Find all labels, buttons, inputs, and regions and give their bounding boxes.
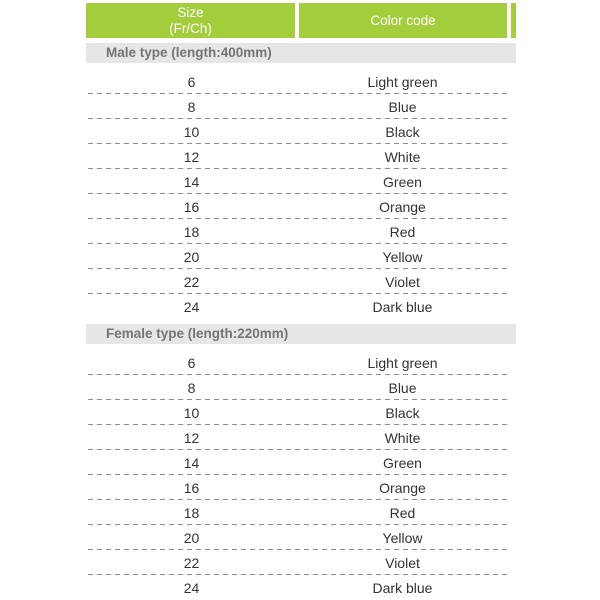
table-row [86, 425, 516, 450]
header-cell-color-code [299, 3, 507, 38]
header-clipped-column-sliver [511, 3, 516, 38]
table-row [86, 525, 516, 550]
color-cell: Dark blue [372, 579, 433, 596]
table-row [86, 575, 516, 600]
section-title-bar: Male type (length:400mm) [86, 43, 516, 63]
color-cell: Yellow [382, 529, 423, 546]
size-cell: 12 [183, 429, 200, 446]
size-cell: 6 [187, 354, 196, 371]
size-cell: 20 [183, 248, 200, 265]
color-cell: Light green [367, 354, 438, 371]
header-size-line2: (Fr/Ch) [169, 20, 212, 36]
table-row [86, 119, 516, 144]
color-cell: Violet [385, 554, 420, 571]
table-row [86, 194, 516, 219]
table-section [86, 43, 516, 319]
color-cell: Orange [379, 479, 426, 496]
section-rows [86, 63, 516, 319]
table-row [86, 375, 516, 400]
color-cell: Blue [388, 379, 417, 396]
color-cell: Red [389, 223, 416, 240]
size-cell: 16 [183, 479, 200, 496]
size-cell: 18 [183, 223, 200, 240]
table-sections [86, 43, 516, 600]
size-cell: 22 [183, 273, 200, 290]
header-cell-size [86, 3, 295, 38]
table-row [86, 269, 516, 294]
table-header-row [86, 3, 516, 38]
table-row [86, 500, 516, 525]
section-rows [86, 344, 516, 600]
color-cell: Blue [388, 98, 417, 115]
table-row [86, 294, 516, 319]
size-color-table [86, 3, 516, 600]
color-cell: Orange [379, 198, 426, 215]
table-row [86, 69, 516, 94]
color-cell: Green [383, 454, 422, 471]
color-cell: White [384, 429, 421, 446]
color-cell: Light green [367, 73, 438, 90]
color-cell: Red [389, 504, 416, 521]
size-cell: 14 [183, 454, 200, 471]
size-cell: 6 [187, 73, 196, 90]
size-cell: 10 [183, 123, 200, 140]
table-row [86, 450, 516, 475]
header-color-label: Color code [370, 12, 436, 28]
size-cell: 14 [183, 173, 200, 190]
color-cell: Yellow [382, 248, 423, 265]
size-cell: 24 [183, 298, 200, 315]
size-cell: 24 [183, 579, 200, 596]
color-cell: Green [383, 173, 422, 190]
header-size-line1: Size [177, 4, 204, 20]
size-cell: 8 [187, 98, 196, 115]
size-cell: 22 [183, 554, 200, 571]
table-row [86, 94, 516, 119]
table-row [86, 219, 516, 244]
table-row [86, 475, 516, 500]
size-cell: 12 [183, 148, 200, 165]
color-cell: Dark blue [372, 298, 433, 315]
size-cell: 18 [183, 504, 200, 521]
table-row [86, 550, 516, 575]
color-cell: Black [385, 123, 420, 140]
size-cell: 10 [183, 404, 200, 421]
size-cell: 8 [187, 379, 196, 396]
table-row [86, 350, 516, 375]
table-row [86, 400, 516, 425]
section-title-bar: Female type (length:220mm) [86, 324, 516, 344]
color-cell: White [384, 148, 421, 165]
size-cell: 16 [183, 198, 200, 215]
color-cell: Black [385, 404, 420, 421]
table-section [86, 324, 516, 600]
table-row [86, 144, 516, 169]
table-row [86, 244, 516, 269]
color-cell: Violet [385, 273, 420, 290]
size-cell: 20 [183, 529, 200, 546]
table-row [86, 169, 516, 194]
